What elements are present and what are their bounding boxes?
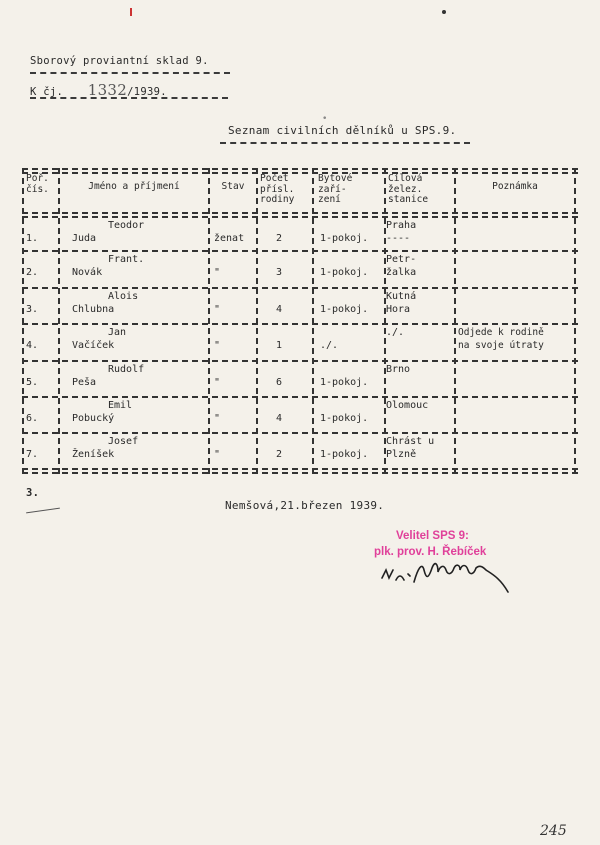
- housing: 1-pokoj.: [320, 304, 369, 315]
- housing: 1-pokoj.: [320, 267, 369, 278]
- table-column-rule: [454, 168, 456, 474]
- table-column-rule: [574, 168, 576, 474]
- marital-status: ": [214, 449, 221, 460]
- station: ./.: [386, 327, 405, 338]
- reference-prefix: K čj.: [30, 86, 64, 98]
- station-line-2: ----: [386, 233, 411, 244]
- header-name: Jméno a příjmení: [88, 181, 180, 192]
- table-rule: [22, 323, 578, 325]
- note: Odjede k rodině: [458, 327, 544, 338]
- last-name: Ženíšek: [72, 449, 115, 460]
- page-number: 245: [540, 823, 567, 839]
- table-rule: [22, 250, 578, 252]
- ink-dot: [442, 10, 446, 14]
- last-name: Chlubna: [72, 304, 115, 315]
- row-number: 4.: [26, 340, 39, 351]
- first-name: Jan: [108, 327, 127, 338]
- marital-status: ": [214, 340, 221, 351]
- table-column-rule: [208, 168, 210, 474]
- family-count: 4: [276, 304, 283, 315]
- reference-number: 1332: [87, 81, 128, 99]
- header-family: Počet přísl. rodiny: [260, 173, 295, 205]
- row-number: 3.: [26, 304, 39, 315]
- header-no: Poř. čís.: [26, 173, 49, 195]
- last-name: Vačíček: [72, 340, 115, 351]
- marital-status: ": [214, 413, 221, 424]
- station-line-2: žalka: [386, 267, 417, 278]
- row-number: 2.: [26, 267, 39, 278]
- station: Olomouc: [386, 400, 429, 411]
- last-name: Pobucký: [72, 413, 115, 424]
- marital-status: ": [214, 267, 221, 278]
- office-name: Sborový proviantní sklad 9.: [30, 55, 209, 67]
- last-name: Novák: [72, 267, 103, 278]
- header-status: Stav: [221, 181, 245, 192]
- handwritten-signature: [378, 556, 548, 610]
- table-column-rule: [256, 168, 258, 474]
- first-name: Emil: [108, 400, 133, 411]
- housing: 1-pokoj.: [320, 377, 369, 388]
- table-rule: [22, 212, 578, 214]
- first-name: Alois: [108, 291, 139, 302]
- workers-table: [22, 168, 578, 474]
- station-line-2: Hora: [386, 304, 411, 315]
- marital-status: ženat: [214, 233, 245, 244]
- table-rule: [22, 360, 578, 362]
- stamp-line-2: plk. prov. H. Řebíček: [374, 546, 487, 558]
- note-line-2: na svoje útraty: [458, 340, 544, 351]
- station: Petr-: [386, 254, 417, 265]
- header-note: Poznámka: [492, 181, 538, 192]
- marital-status: ": [214, 304, 221, 315]
- pencil-stroke: [26, 508, 60, 514]
- reference-year: /1939.: [127, 86, 167, 98]
- reference-underline: [30, 97, 228, 99]
- last-name: Peša: [72, 377, 97, 388]
- table-column-rule: [384, 168, 386, 474]
- first-name: Josef: [108, 436, 139, 447]
- table-rule: [22, 468, 578, 470]
- table-rule: [22, 396, 578, 398]
- housing: 1-pokoj.: [320, 449, 369, 460]
- table-rule: [22, 287, 578, 289]
- red-mark: [130, 8, 132, 16]
- row-number: 6.: [26, 413, 39, 424]
- family-count: 4: [276, 413, 283, 424]
- station: Praha: [386, 220, 417, 231]
- family-count: 2: [276, 233, 283, 244]
- table-rule: [22, 168, 578, 170]
- document-title: Seznam civilních dělníků u SPS.9.: [228, 124, 457, 137]
- header-station: Cílová želez. stanice: [388, 173, 429, 205]
- family-count: 2: [276, 449, 283, 460]
- stamp-line-1: Velitel SPS 9:: [396, 530, 469, 542]
- station: Kutná: [386, 291, 417, 302]
- station-line-2: Plzně: [386, 449, 417, 460]
- first-name: Teodor: [108, 220, 145, 231]
- table-column-rule: [22, 168, 24, 474]
- row-number: 5.: [26, 377, 39, 388]
- table-column-rule: [58, 168, 60, 474]
- small-mark: •: [322, 114, 328, 124]
- housing: 1-pokoj.: [320, 233, 369, 244]
- table-rule: [22, 216, 578, 218]
- housing: ./.: [320, 340, 339, 351]
- station: Chrást u: [386, 436, 435, 447]
- station: Brno: [386, 364, 411, 375]
- title-underline: [220, 142, 470, 144]
- footer-mark: 3.: [26, 487, 40, 499]
- marital-status: ": [214, 377, 221, 388]
- first-name: Rudolf: [108, 364, 145, 375]
- row-number: 7.: [26, 449, 39, 460]
- table-column-rule: [312, 168, 314, 474]
- family-count: 1: [276, 340, 283, 351]
- header-housing: Bytové zaří- zení: [318, 173, 353, 205]
- last-name: Juda: [72, 233, 97, 244]
- first-name: Frant.: [108, 254, 145, 265]
- row-number: 1.: [26, 233, 39, 244]
- office-underline: [30, 72, 230, 74]
- table-rule: [22, 472, 578, 474]
- housing: 1-pokoj.: [320, 413, 369, 424]
- place-date: Nemšová,21.březen 1939.: [225, 499, 385, 512]
- table-rule: [22, 432, 578, 434]
- family-count: 6: [276, 377, 283, 388]
- family-count: 3: [276, 267, 283, 278]
